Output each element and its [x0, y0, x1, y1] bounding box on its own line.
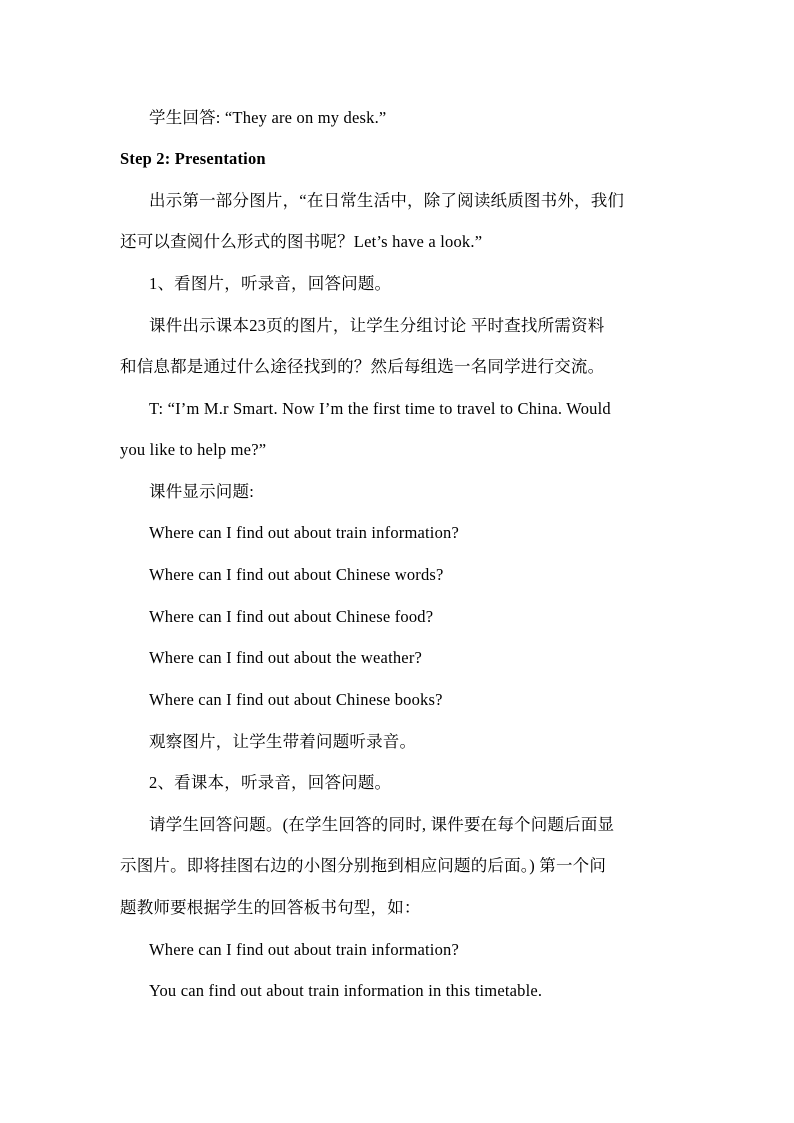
example-answer: You can find out about train information in this timetable.: [149, 981, 543, 1000]
paragraph-line: 出示第一部分图片，“在日常生活中，除了阅读纸质图书外，我们: [149, 191, 625, 210]
paragraph-line: 示图片。即将挂图右边的小图分别拖到相应问题的后面。) 第一个问: [120, 856, 607, 875]
question-line: Where can I find out about the weather?: [149, 648, 423, 667]
paragraph-line: 观察图片，让学生带着问题听录音。: [149, 732, 417, 751]
paragraph-line: 请学生回答问题。(在学生回答的同时, 课件要在每个问题后面显: [149, 815, 615, 834]
paragraph-line: T: “I’m M.r Smart. Now I’m the first time to travel to China. Would: [149, 399, 611, 418]
numbered-step-2: 2、看课本，听录音，回答问题。: [149, 773, 392, 792]
paragraph-line: 课件显示问题:: [149, 482, 254, 501]
numbered-step-1: 1、看图片，听录音，回答问题。: [149, 274, 392, 293]
paragraph-line: 课件出示课本23页的图片，让学生分组讨论 平时查找所需资料: [149, 316, 605, 335]
section-heading-step2: Step 2: Presentation: [120, 149, 266, 168]
paragraph-line: 还可以查阅什么形式的图书呢？Let’s have a look.”: [120, 232, 483, 251]
paragraph-line: you like to help me?”: [120, 440, 267, 459]
question-line: Where can I find out about train information?: [149, 523, 460, 542]
paragraph-student-answer: 学生回答: “They are on my desk.”: [149, 108, 387, 127]
paragraph-line: 题教师要根据学生的回答板书句型，如：: [120, 898, 421, 917]
example-question: Where can I find out about train information?: [149, 940, 460, 959]
paragraph-line: 和信息都是通过什么途径找到的？然后每组选一名同学进行交流。: [120, 357, 605, 376]
question-line: Where can I find out about Chinese food?: [149, 607, 434, 626]
question-line: Where can I find out about Chinese books?: [149, 690, 443, 709]
question-line: Where can I find out about Chinese words?: [149, 565, 444, 584]
